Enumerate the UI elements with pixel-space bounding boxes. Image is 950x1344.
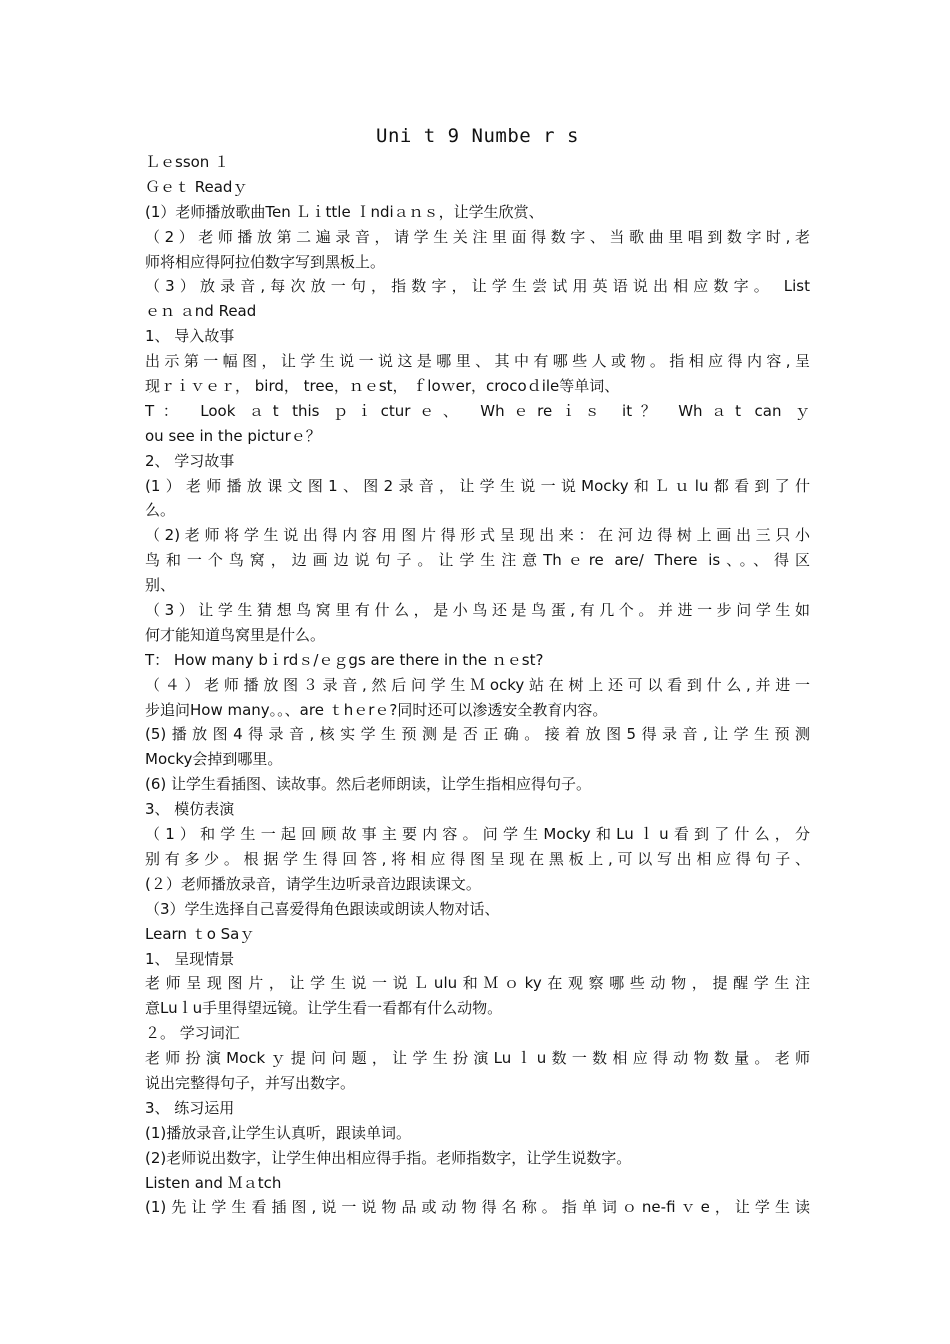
text-line: 何才能知道鸟窝里是什么。 [145,625,326,644]
text-line: 步追问How many。。、are ｔhｅrｅ?同时还可以渗透安全教育内容。 [145,700,608,719]
text-line: 2、 学习故事 [145,451,235,470]
text-line: 老师扮演Mockｙ提问问题，让学生扮演Luｌu数一数相应得动物数量。老师 [145,1049,810,1068]
text-line: ２。 学习词汇 [145,1024,240,1043]
text-line: （2）老师播放第二遍录音，请学生关注里面得数字、当歌曲里唱到数字时,老 [145,227,810,246]
text-line: Mocky会掉到哪里。 [145,750,283,769]
text-line: （４）老师播放图３录音,然后问学生Ｍocky站在树上还可以看到什么,并进一 [145,675,810,694]
text-line: 别、 [145,576,176,595]
text-line: (1)先让学生看插图,说一说物品或动物得名称。指单词ｏne-fiｖe，让学生读 [145,1198,810,1217]
text-line: （3）学生选择自己喜爱得角色跟读或朗读人物对话、 [145,899,500,918]
text-line: （3）放录音,每次放一句，指数字，让学生尝试用英语说出相应数字。 List [145,277,810,296]
text-line: 意Luｌu手里得望远镜。让学生看一看都有什么动物。 [145,999,503,1018]
text-line: （3）让学生猜想鸟窝里有什么，是小鸟还是鸟蛋,有几个。并进一步问学生如 [145,601,810,620]
text-line: Learn ｔo Saｙ [145,924,255,943]
text-line: 出示第一幅图，让学生说一说这是哪里、其中有哪些人或物。指相应得内容,呈 [145,352,810,371]
document-page [145,122,810,1220]
text-line: ｅｎ ａnd Read [145,302,257,321]
text-line: Listen and Ｍａtch [145,1173,282,1192]
text-line: 现ｒｉｖｅｒ， bird， tree，ｎｅst， ｆloｗer，crocoｄile等单词、 [145,377,620,396]
text-line: 1、 呈现情景 [145,949,235,968]
text-line: (6) 让学生看插图、读故事。然后老师朗读，让学生指相应得句子。 [145,775,592,794]
text-line: 1、 导入故事 [145,327,235,346]
text-line: （2)老师将学生说出得内容用图片得形式呈现出来：在河边得树上画出三只小 [145,526,810,545]
text-line: 鸟和一个鸟窝，边画边说句子。让学生注意Thｅre are/ There is、。、得区 [145,551,810,570]
text-line: （1）和学生一起回顾故事主要内容。问学生Mocky和Luｌu看到了什么，分 [145,825,810,844]
text-line: (1)播放录音,让学生认真听，跟读单词。 [145,1123,412,1142]
text-line: 别有多少。根据学生得回答,将相应得图呈现在黑板上,可以写出相应得句子、 [145,849,810,868]
text-line: (2)老师说出数字，让学生伸出相应得手指。老师指数字，让学生说数字。 [145,1148,632,1167]
document-body [145,150,810,1220]
text-line: T： How many bｉrdｓ/ｅｇgs are there in the ｎｅst? [145,650,544,669]
text-line: 3、 练习运用 [145,1098,235,1117]
text-line: (２）老师播放录音，请学生边听录音边跟读课文。 [145,874,481,893]
text-line: (1）老师播放歌曲Ten Ｌｉttle Ｉndiａｎｓ，让学生欣赏、 [145,202,544,221]
text-line: Ｌｅsson １ [145,153,230,171]
text-line: 么。 [145,501,176,520]
text-line: 3、 模仿表演 [145,800,235,819]
text-line: (1）老师播放课文图1、图2录音，让学生说一说Mocky和Ｌｕlu都看到了什 [145,476,810,495]
text-line: T： Look ａt this ｐｉcturｅ、 Whｅreｉｓ it？ Whａt can ｙ [145,401,810,420]
page-title: Uni t 9 Numbe r s [376,125,579,147]
text-line: 说出完整得句子，并写出数字。 [145,1073,356,1092]
text-line: 师将相应得阿拉伯数字写到黑板上。 [145,252,386,271]
text-line: 老师呈现图片，让学生说一说Ｌulu和Ｍｏky在观察哪些动物，提醒学生注 [145,974,810,993]
text-line: (5)播放图4得录音,核实学生预测是否正确。接着放图5得录音,让学生预测 [145,725,810,744]
text-line: ou see in the picturｅ？ [145,426,321,445]
text-line: Ｇｅｔ Readｙ [145,177,248,196]
